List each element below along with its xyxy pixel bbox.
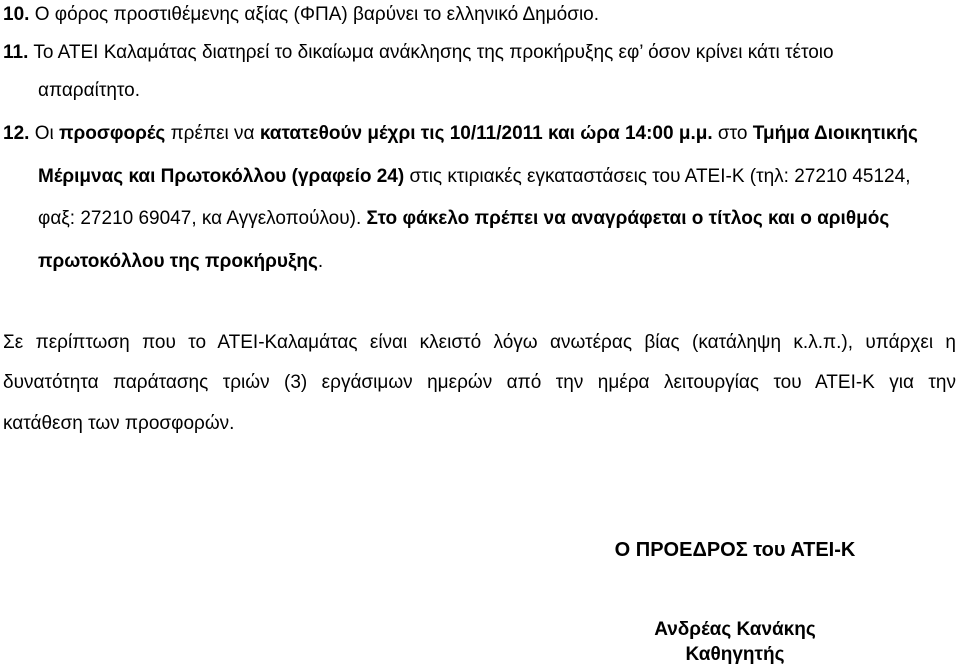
paragraph-line-3 bbox=[3, 413, 234, 435]
paragraph-line-2 bbox=[3, 372, 956, 394]
item-number: 10. bbox=[3, 4, 30, 25]
text-run-bold: Μέριμνας και Πρωτοκόλλου (γραφείο 24) bbox=[38, 166, 405, 187]
item-number: 12. bbox=[3, 123, 30, 144]
text-run: Οι bbox=[34, 123, 59, 144]
item-11-line-2 bbox=[38, 80, 140, 102]
text-run-bold: Στο φάκελο πρέπει να αναγράφεται ο τίτλος και ο αριθμός bbox=[366, 208, 890, 229]
signature-title: Ο ΠΡΟΕΔΡΟΣ του ΑΤΕΙ-Κ bbox=[614, 539, 856, 561]
item-12-line-3 bbox=[38, 208, 889, 230]
paragraph-line-1 bbox=[3, 332, 956, 354]
item-12-line-4 bbox=[38, 251, 323, 273]
item-11-line-1 bbox=[3, 42, 834, 64]
text-run: . bbox=[317, 251, 324, 272]
text-run-bold: προσφορές bbox=[58, 123, 166, 144]
item-text: Το ΑΤΕΙ Καλαμάτας διατηρεί το δικαίωμα ανάκλησης της προκήρυξης εφ’ όσον κρίνει κάτι τέτοιο bbox=[33, 42, 834, 63]
text-run: φαξ: 27210 69047, κα Αγγελοπούλου). bbox=[38, 208, 367, 229]
text-run: πρέπει να bbox=[165, 123, 260, 144]
text-run: στο bbox=[712, 123, 753, 144]
paragraph-text: κατάθεση των προσφορών. bbox=[3, 413, 235, 434]
text-run-bold: κατατεθούν μέχρι τις 10/11/2011 και ώρα 14:00 μ.μ. bbox=[259, 123, 713, 144]
item-text: απαραίτητο. bbox=[38, 80, 140, 101]
item-10 bbox=[3, 4, 599, 26]
text-run-bold: Τμήμα Διοικητικής bbox=[752, 123, 918, 144]
item-12-line-2 bbox=[38, 166, 910, 188]
signature-role: Καθηγητής bbox=[685, 644, 785, 665]
text-run-bold: πρωτοκόλλου της προκήρυξης bbox=[38, 251, 318, 272]
paragraph-text: Σε περίπτωση που το ΑΤΕΙ-Καλαμάτας είναι κλειστό λόγω ανωτέρας βίας (κατάληψη κ.λ.π.), υπάρχει η bbox=[3, 332, 956, 353]
paragraph-text: δυνατότητα παράτασης τριών (3) εργάσιμων ημερών από την ημέρα λειτουργίας του ΑΤΕΙ-Κ για την bbox=[3, 372, 956, 393]
text-run: στις κτιριακές εγκαταστάσεις του ΑΤΕΙ-Κ (τηλ: 27210 45124, bbox=[404, 166, 911, 187]
item-number: 11. bbox=[3, 42, 29, 63]
signature-name: Ανδρέας Κανάκης bbox=[654, 619, 816, 640]
item-text: Ο φόρος προστιθέμενης αξίας (ΦΠΑ) βαρύνει το ελληνικό Δημόσιο. bbox=[34, 4, 600, 25]
item-12-line-1 bbox=[3, 123, 918, 145]
